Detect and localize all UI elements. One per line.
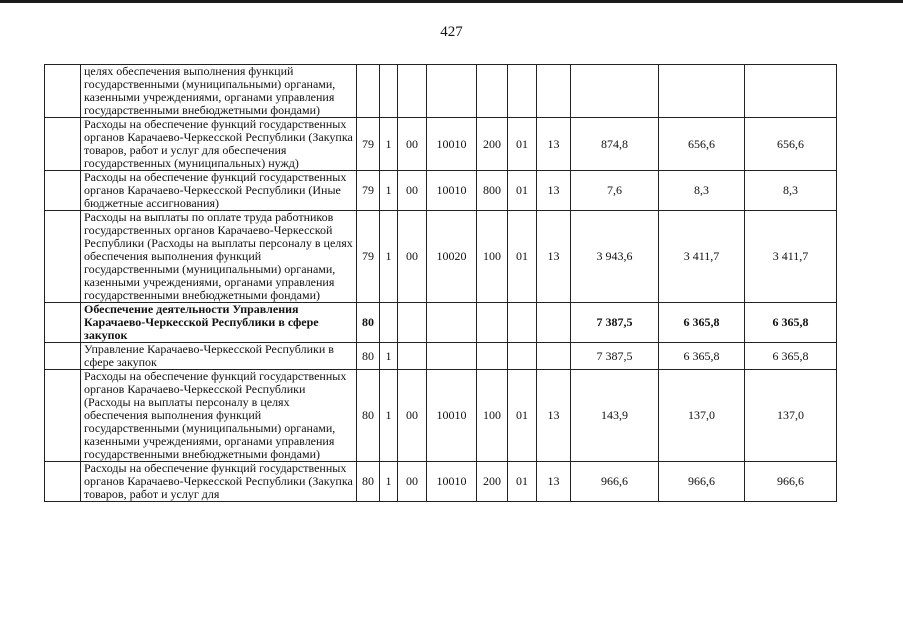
- code-section-cell: 1: [380, 118, 398, 171]
- amount-year1-cell: 3 943,6: [571, 211, 659, 303]
- table-row: [45, 370, 837, 462]
- code-subprogram-cell: 00: [398, 462, 427, 502]
- amount-year1-cell: 874,8: [571, 118, 659, 171]
- code-subprogram-cell: 00: [398, 171, 427, 211]
- code-section-cell: [380, 65, 398, 118]
- code-section-number-cell: 01: [508, 462, 537, 502]
- top-rule: [0, 0, 903, 3]
- code-admin-cell: 80: [357, 343, 380, 370]
- budget-table: [44, 64, 837, 502]
- code-expense-type-cell: 200: [477, 118, 508, 171]
- code-subsection-cell: 13: [537, 462, 571, 502]
- amount-year3-cell: 8,3: [745, 171, 837, 211]
- code-section-number-cell: [508, 303, 537, 343]
- amount-year3-cell: 966,6: [745, 462, 837, 502]
- row-number-cell: [45, 303, 81, 343]
- code-admin-cell: 80: [357, 370, 380, 462]
- code-direction-cell: 10010: [427, 171, 477, 211]
- amount-year3-cell: 6 365,8: [745, 343, 837, 370]
- code-subprogram-cell: 00: [398, 118, 427, 171]
- expense-description-cell: Управление Карачаево-Черкесской Республики в сфере закупок: [81, 343, 357, 370]
- code-expense-type-cell: [477, 65, 508, 118]
- code-admin-cell: 80: [357, 303, 380, 343]
- expense-description-cell: [81, 462, 357, 502]
- row-number-cell: [45, 370, 81, 462]
- expense-description-cell: Расходы на обеспечение функций государственных органов Карачаево-Черкесской Республики (Иные бюджетные ассигнования): [81, 171, 357, 211]
- amount-year3-cell: [745, 65, 837, 118]
- code-subsection-cell: 13: [537, 171, 571, 211]
- code-subsection-cell: [537, 343, 571, 370]
- code-subprogram-cell: 00: [398, 211, 427, 303]
- code-expense-type-cell: 200: [477, 462, 508, 502]
- code-direction-cell: 10020: [427, 211, 477, 303]
- code-admin-cell: 79: [357, 211, 380, 303]
- code-direction-cell: 10010: [427, 462, 477, 502]
- row-number-cell: [45, 462, 81, 502]
- code-section-cell: 1: [380, 343, 398, 370]
- table-row: [45, 343, 837, 370]
- code-subsection-cell: [537, 303, 571, 343]
- code-subsection-cell: 13: [537, 370, 571, 462]
- expense-description-cell: Расходы на обеспечение функций государственных органов Карачаево-Черкесской Республики (Закупка товаров, работ и услуг для обеспечения государственных (муниципальных) нужд): [81, 118, 357, 171]
- amount-year2-cell: 6 365,8: [659, 343, 745, 370]
- code-subsection-cell: [537, 65, 571, 118]
- table-row: [45, 211, 837, 303]
- code-subsection-cell: 13: [537, 118, 571, 171]
- code-admin-cell: 80: [357, 462, 380, 502]
- code-section-number-cell: [508, 65, 537, 118]
- code-subsection-cell: 13: [537, 211, 571, 303]
- code-section-cell: 1: [380, 171, 398, 211]
- code-section-number-cell: [508, 343, 537, 370]
- table-row: [45, 171, 837, 211]
- amount-year3-cell: 6 365,8: [745, 303, 837, 343]
- code-subprogram-cell: [398, 65, 427, 118]
- row-number-cell: [45, 211, 81, 303]
- code-section-cell: 1: [380, 211, 398, 303]
- code-expense-type-cell: [477, 303, 508, 343]
- code-admin-cell: 79: [357, 118, 380, 171]
- page-number: 427: [440, 24, 463, 40]
- row-number-cell: [45, 65, 81, 118]
- table-row: [45, 462, 837, 502]
- table-row: [45, 65, 837, 118]
- code-section-number-cell: 01: [508, 370, 537, 462]
- code-expense-type-cell: [477, 343, 508, 370]
- amount-year1-cell: 7,6: [571, 171, 659, 211]
- code-expense-type-cell: 100: [477, 370, 508, 462]
- amount-year1-cell: 7 387,5: [571, 303, 659, 343]
- amount-year1-cell: 143,9: [571, 370, 659, 462]
- amount-year2-cell: 3 411,7: [659, 211, 745, 303]
- code-section-cell: [380, 303, 398, 343]
- code-subprogram-cell: [398, 343, 427, 370]
- table-row: [45, 303, 837, 343]
- code-expense-type-cell: 100: [477, 211, 508, 303]
- row-number-cell: [45, 171, 81, 211]
- code-direction-cell: [427, 65, 477, 118]
- row-number-cell: [45, 343, 81, 370]
- code-direction-cell: [427, 303, 477, 343]
- amount-year1-cell: [571, 65, 659, 118]
- amount-year2-cell: 137,0: [659, 370, 745, 462]
- code-section-number-cell: 01: [508, 171, 537, 211]
- code-section-cell: 1: [380, 462, 398, 502]
- expense-description-cell: целях обеспечения выполнения функций государственными (муниципальными) органами, казенными учреждениями, органами управления государственными внебюджетными фондами): [81, 65, 357, 118]
- code-section-number-cell: 01: [508, 211, 537, 303]
- code-direction-cell: 10010: [427, 370, 477, 462]
- amount-year1-cell: 7 387,5: [571, 343, 659, 370]
- code-admin-cell: 79: [357, 171, 380, 211]
- code-direction-cell: [427, 343, 477, 370]
- expense-description-cell: Расходы на обеспечение функций государственных органов Карачаево-Черкесской Республики (Расходы на выплаты персоналу в целях обеспечения выполнения функций государственными (муниципальными) органами, казенными учреждениями, органами управления государственными внебюджетными фондами): [81, 370, 357, 462]
- code-section-cell: 1: [380, 370, 398, 462]
- expense-description-text: Расходы на обеспечение функций государственных органов Карачаево-Черкесской Республики (Закупка товаров, работ и услуг для: [84, 462, 353, 501]
- amount-year2-cell: [659, 65, 745, 118]
- code-admin-cell: [357, 65, 380, 118]
- code-subprogram-cell: 00: [398, 370, 427, 462]
- code-direction-cell: 10010: [427, 118, 477, 171]
- expense-description-cell: Расходы на выплаты по оплате труда работников государственных органов Карачаево-Черкесской Республики (Расходы на выплаты персоналу в целях обеспечения выполнения функций государственными (муниципальными) органами, казенными учреждениями, органами управления государственными внебюджетными фондами): [81, 211, 357, 303]
- code-subprogram-cell: [398, 303, 427, 343]
- table-row: [45, 118, 837, 171]
- amount-year3-cell: 656,6: [745, 118, 837, 171]
- amount-year3-cell: 137,0: [745, 370, 837, 462]
- row-number-cell: [45, 118, 81, 171]
- code-section-number-cell: 01: [508, 118, 537, 171]
- amount-year1-cell: 966,6: [571, 462, 659, 502]
- amount-year2-cell: 656,6: [659, 118, 745, 171]
- expense-description-cell: Обеспечение деятельности Управления Карачаево-Черкесской Республики в сфере закупок: [81, 303, 357, 343]
- amount-year3-cell: 3 411,7: [745, 211, 837, 303]
- amount-year2-cell: 966,6: [659, 462, 745, 502]
- amount-year2-cell: 6 365,8: [659, 303, 745, 343]
- code-expense-type-cell: 800: [477, 171, 508, 211]
- amount-year2-cell: 8,3: [659, 171, 745, 211]
